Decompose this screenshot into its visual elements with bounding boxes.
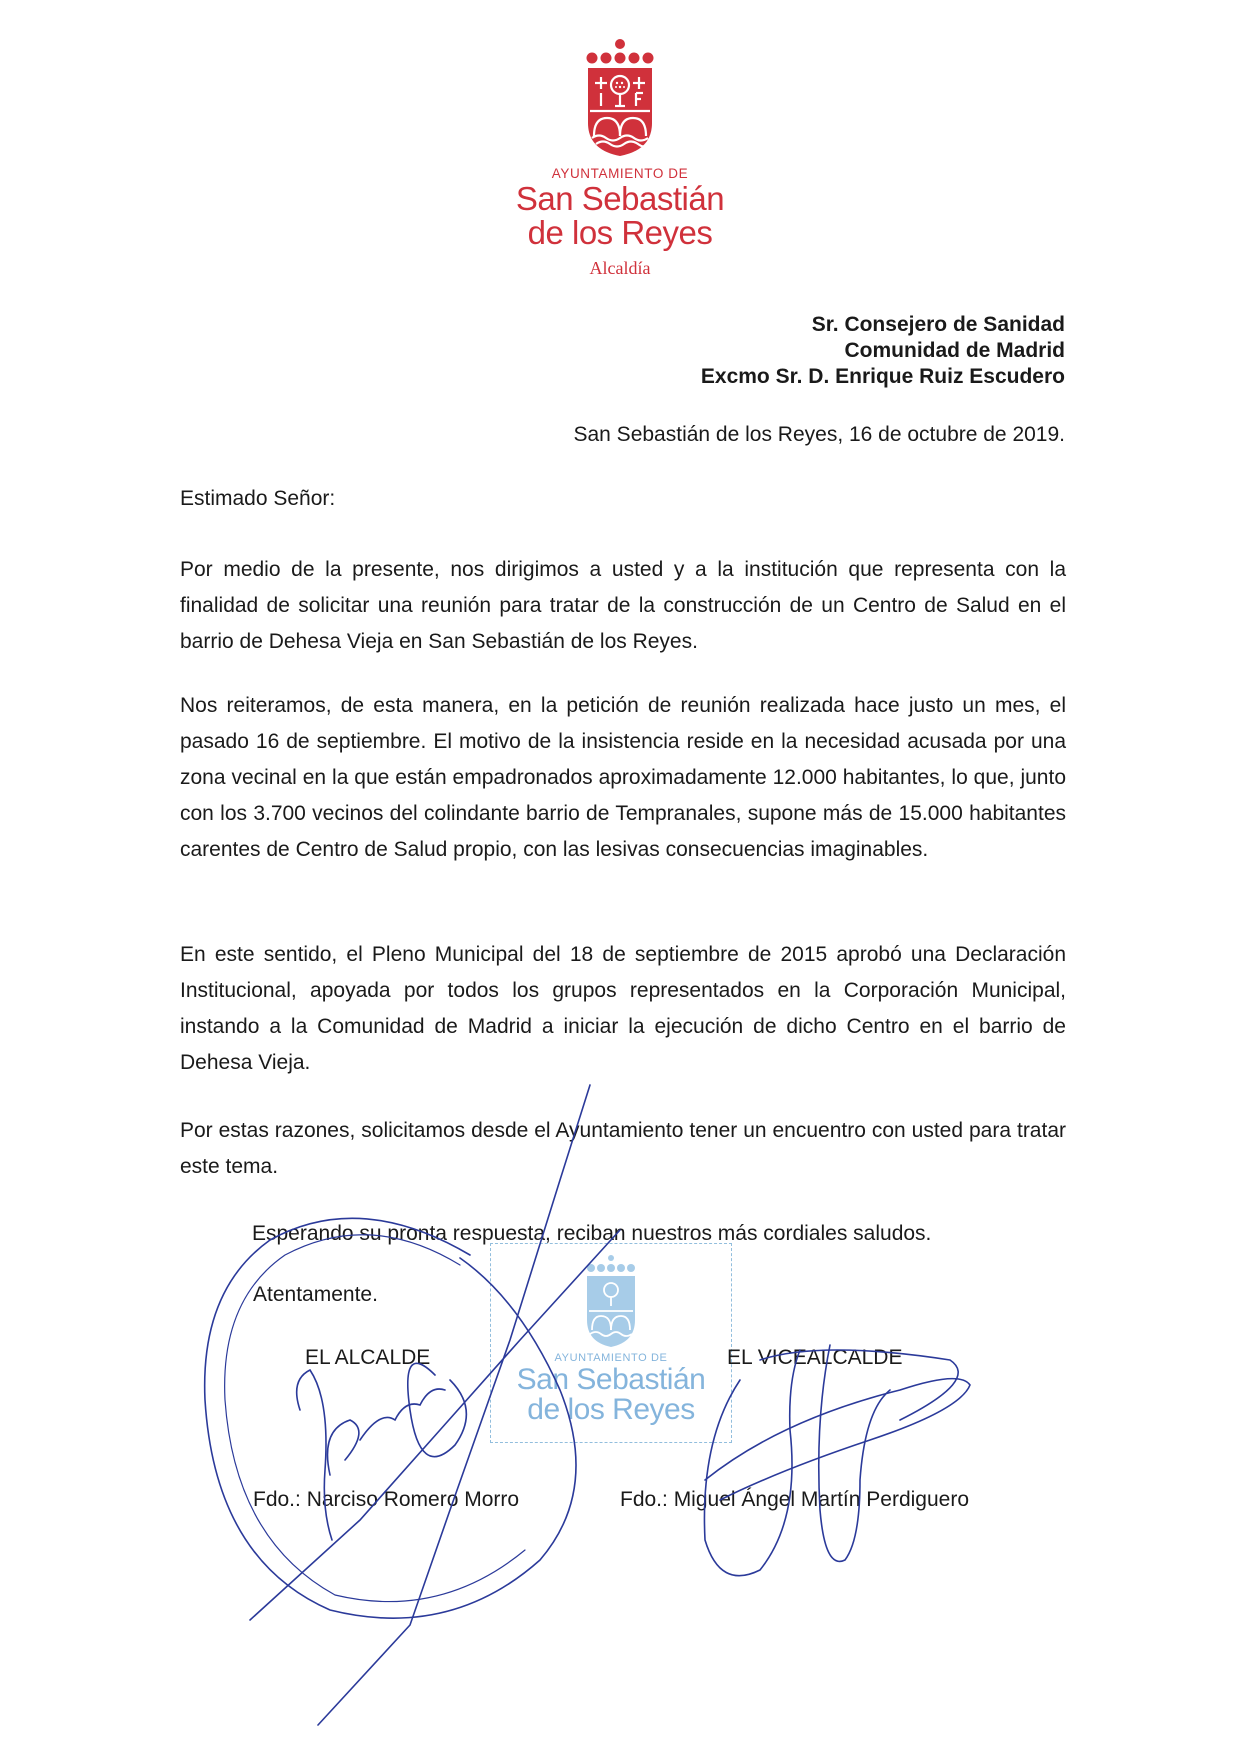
signatory-title-deputy-mayor: EL VICEALCALDE bbox=[727, 1346, 903, 1369]
mayor-signature-r-stroke bbox=[297, 1370, 332, 1540]
stamp-shield-icon bbox=[581, 1254, 641, 1349]
coat-of-arms-shield-icon bbox=[470, 38, 770, 158]
stamp-line3: de los Reyes bbox=[527, 1393, 695, 1426]
stamp-line1: AYUNTAMIENTO DE bbox=[554, 1352, 668, 1364]
letterhead-department: Alcaldía bbox=[589, 258, 651, 278]
letterhead-city-line2: de los Reyes bbox=[527, 214, 713, 251]
signatory-name-deputy-mayor: Fdo.: Miguel Ángel Martín Perdiguero bbox=[620, 1488, 970, 1511]
letterhead-city-line1: San Sebastián bbox=[515, 180, 725, 217]
salutation: Estimado Señor: bbox=[180, 487, 336, 510]
mayor-signature-word bbox=[328, 1389, 446, 1475]
stamp-line2: San Sebastián bbox=[516, 1363, 706, 1396]
body-paragraph-4 bbox=[180, 1113, 1066, 1185]
mayor-signature-curl bbox=[408, 1363, 467, 1456]
letterhead-ayuntamiento: AYUNTAMIENTO DE bbox=[551, 166, 689, 181]
recipient-title: Sr. Consejero de Sanidad bbox=[811, 313, 1065, 336]
body-paragraph-1 bbox=[180, 552, 1066, 660]
closing-line: Esperando su pronta respuesta, reciban nuestros más cordiales saludos. bbox=[252, 1222, 932, 1245]
recipient-block bbox=[701, 312, 1065, 390]
sign-off: Atentamente. bbox=[253, 1283, 378, 1306]
official-stamp bbox=[490, 1243, 732, 1443]
paragraph-text: Por medio de la presente, nos dirigimos a usted y a la institución que representa con la finalidad de solicitar una reunión para tratar de la construcción de un Centro de Salud en el barrio de Dehesa Vieja en San Sebastián de los Reyes. bbox=[180, 558, 1066, 653]
paragraph-text: Por estas razones, solicitamos desde el Ayuntamiento tener un encuentro con usted para tratar este tema. bbox=[180, 1119, 1066, 1178]
paragraph-text: En este sentido, el Pleno Municipal del 18 de septiembre de 2015 aprobó una Declaración Institucional, apoyada por todos los grupos representados en la Corporación Municipal, instando a la Comunidad de Madrid a iniciar la ejecución de dicho Centro en el barrio de Dehesa Vieja. bbox=[180, 943, 1066, 1074]
signatory-name-mayor: Fdo.: Narciso Romero Morro bbox=[253, 1488, 520, 1511]
paragraph-text: Nos reiteramos, de esta manera, en la petición de reunión realizada hace justo un mes, el pasado 16 de septiembre. El motivo de la insistencia reside en la necesidad acusada por una zona vecinal en la que están empadronados aproximadamente 12.000 habitantes, lo que, junto con los 3.700 vecinos del colindante barrio de Tempranales, supone más de 15.000 habitantes carentes de Centro de Salud propio, con las lesivas consecuencias imaginables. bbox=[180, 694, 1066, 861]
deputy-signature-tall bbox=[819, 1345, 890, 1561]
deputy-signature-cross bbox=[705, 1379, 970, 1500]
letter-date: San Sebastián de los Reyes, 16 de octubre de 2019. bbox=[573, 423, 1065, 446]
recipient-organization: Comunidad de Madrid bbox=[844, 339, 1065, 362]
body-paragraph-3 bbox=[180, 937, 1066, 1081]
signatory-title-mayor: EL ALCALDE bbox=[305, 1346, 431, 1369]
body-paragraph-2 bbox=[180, 688, 1066, 868]
letterhead bbox=[470, 38, 770, 280]
recipient-name: Excmo Sr. D. Enrique Ruiz Escudero bbox=[700, 365, 1065, 388]
